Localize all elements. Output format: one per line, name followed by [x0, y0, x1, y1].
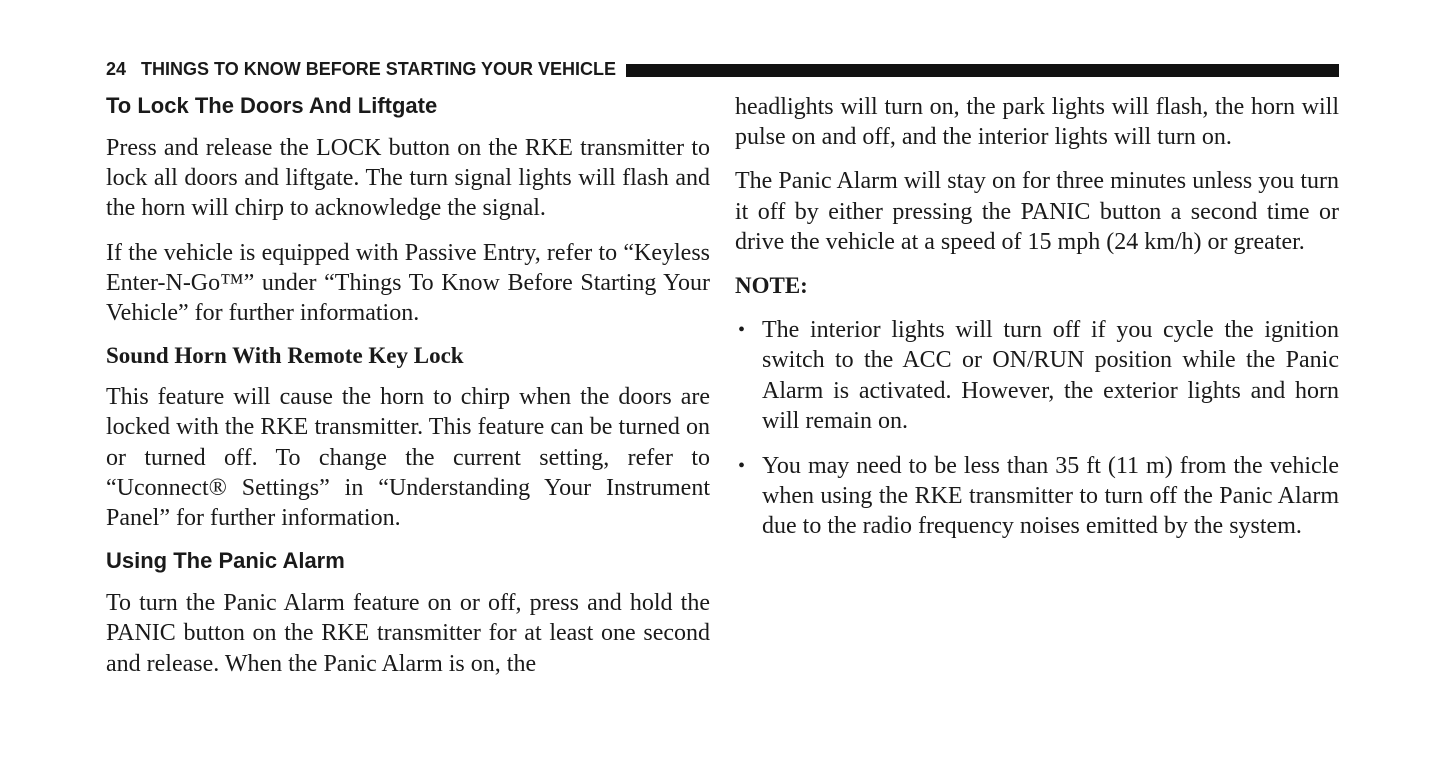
right-column	[735, 92, 1339, 557]
panic-alarm-heading: Using The Panic Alarm	[106, 548, 345, 574]
list-item	[735, 451, 1339, 542]
panic-duration-paragraph: The Panic Alarm will stay on for three minutes unless you turn it off by either pressing the PANIC button a second time or drive the vehicle at a speed of 15 mph (24 km/h) or greater.	[735, 168, 1339, 255]
left-column	[106, 92, 710, 693]
page-number: 24	[106, 58, 127, 79]
lock-doors-paragraph: Press and release the LOCK button on the RKE transmitter to lock all doors and liftgate. The turn signal lights will flash and the horn will chirp to acknowledge the signal.	[106, 135, 710, 222]
page-header	[106, 57, 1339, 81]
list-item	[735, 315, 1339, 436]
chapter-title: THINGS TO KNOW BEFORE STARTING YOUR VEHICLE	[141, 58, 617, 79]
sound-horn-paragraph: This feature will cause the horn to chirp when the doors are locked with the RKE transmitter. This feature can be turned on or turned off. To change the current setting, refer to “Uconnect® Settings” in “Understanding Your Instrument Panel” for further information.	[106, 384, 710, 532]
panic-alarm-paragraph: To turn the Panic Alarm feature on or off, press and hold the PANIC button on the RKE transmitter for at least one second and release. When the Panic Alarm is on, the	[106, 590, 710, 677]
note-item-text: The interior lights will turn off if you cycle the ignition switch to the ACC or ON/RUN position while the Panic Alarm is activated. However, the exterior lights and horn will remain on.	[762, 317, 1339, 434]
note-item-text: You may need to be less than 35 ft (11 m) from the vehicle when using the RKE transmitter to turn off the Panic Alarm due to the radio frequency noises emitted by the system.	[762, 453, 1339, 540]
bullet-icon: •	[738, 319, 746, 342]
lock-doors-heading: To Lock The Doors And Liftgate	[106, 93, 438, 118]
panic-continued-paragraph: headlights will turn on, the park lights will flash, the horn will pulse on and off, and the interior lights will turn on.	[735, 94, 1339, 151]
note-list	[735, 315, 1339, 541]
bullet-icon: •	[738, 455, 746, 478]
passive-entry-paragraph: If the vehicle is equipped with Passive Entry, refer to “Keyless Enter-N-Go™” under “Things To Know Before Starting Your Vehicle” for further information.	[106, 239, 710, 327]
note-label: NOTE:	[735, 273, 808, 299]
header-rule	[626, 64, 1339, 77]
sound-horn-heading: Sound Horn With Remote Key Lock	[106, 343, 464, 369]
